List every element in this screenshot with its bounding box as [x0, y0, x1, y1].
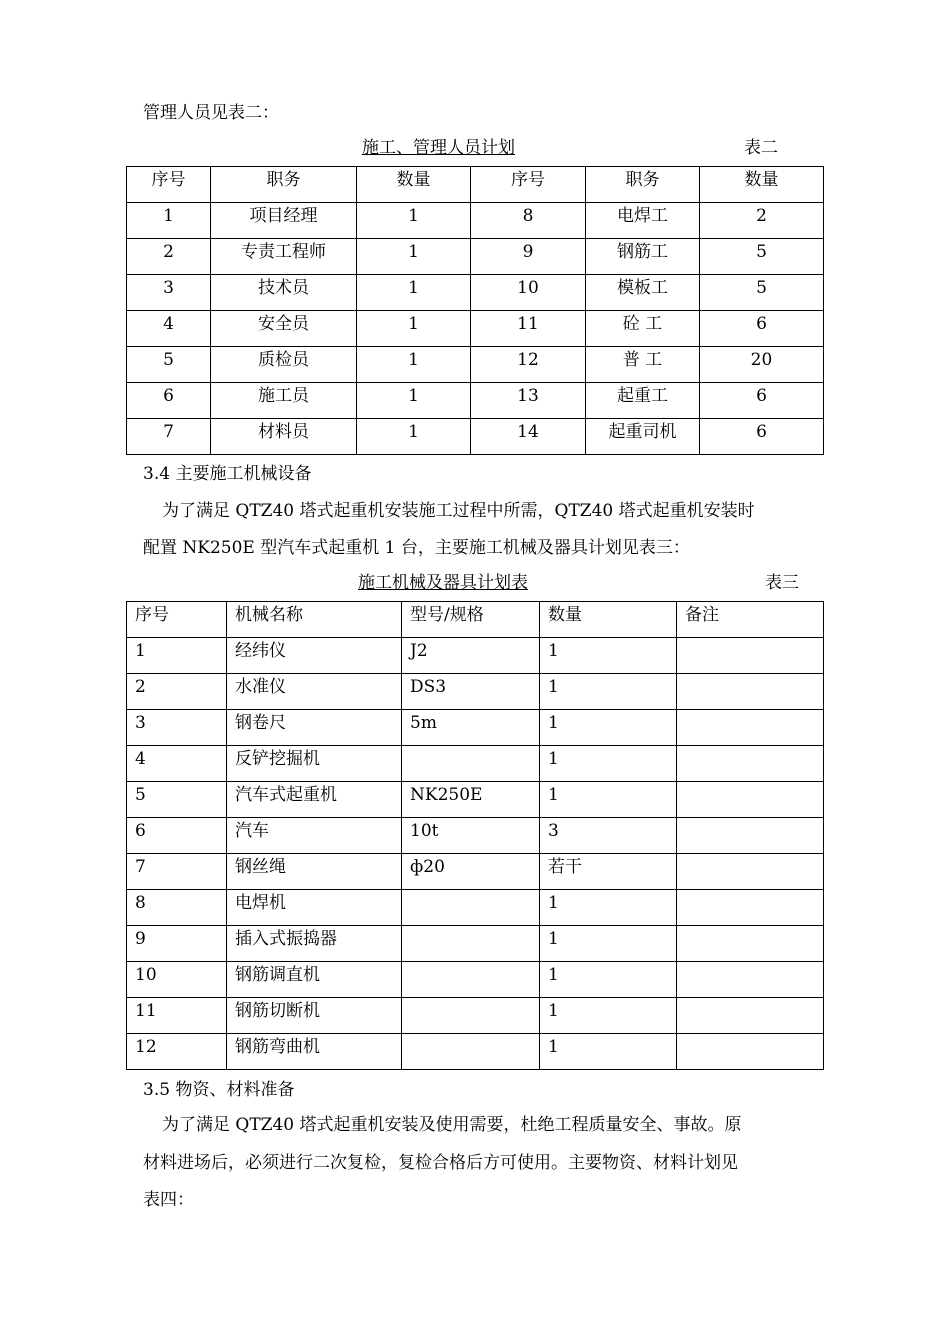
table-cell: 1 [357, 311, 471, 347]
table-row [127, 347, 824, 383]
table-row [127, 926, 824, 962]
table-cell: 1 [540, 710, 677, 746]
table-cell [402, 746, 540, 782]
table-cell: 7 [127, 854, 227, 890]
table-cell: 材料员 [211, 419, 357, 455]
equipment-table [126, 601, 824, 1070]
table-cell [677, 674, 824, 710]
table-cell: ф20 [402, 854, 540, 890]
table-row [127, 674, 824, 710]
table-row [127, 383, 824, 419]
table-row [127, 962, 824, 998]
table-row [127, 638, 824, 674]
table-cell: 6 [700, 419, 824, 455]
table-cell: 1 [540, 962, 677, 998]
table-cell [402, 926, 540, 962]
table-cell [677, 926, 824, 962]
table-row [127, 746, 824, 782]
section-3-4-paragraph-line1: 为了满足 QTZ40 塔式起重机安装施工过程中所需，QTZ40 塔式起重机安装时 [162, 501, 755, 521]
table-cell: 汽车 [227, 818, 402, 854]
table-cell: 5 [127, 347, 211, 383]
table-header-cell: 序号 [127, 167, 211, 203]
table-cell: 6 [700, 383, 824, 419]
table-cell: 1 [127, 203, 211, 239]
table-row [127, 203, 824, 239]
staff-table [126, 166, 824, 455]
table-header-cell: 数量 [540, 602, 677, 638]
table-cell: 汽车式起重机 [227, 782, 402, 818]
table-cell: 项目经理 [211, 203, 357, 239]
table-cell [402, 962, 540, 998]
table-cell: 1 [540, 890, 677, 926]
table3-caption: 施工机械及器具计划表 [358, 573, 528, 593]
table-cell: 1 [357, 275, 471, 311]
table-cell: 7 [127, 419, 211, 455]
table-cell: 专责工程师 [211, 239, 357, 275]
table-cell: 2 [127, 674, 227, 710]
table-cell: 9 [127, 926, 227, 962]
table-cell: 1 [540, 1034, 677, 1070]
table-cell: J2 [402, 638, 540, 674]
table-header-cell: 职务 [586, 167, 700, 203]
table-row [127, 818, 824, 854]
table-cell [402, 998, 540, 1034]
table-header-row [127, 602, 824, 638]
table-cell: 1 [540, 674, 677, 710]
section-3-5-paragraph-line2: 材料进场后，必须进行二次复检，复检合格后方可使用。主要物资、材料计划见 [143, 1153, 738, 1173]
table-cell: 6 [127, 818, 227, 854]
table-header-cell: 型号/规格 [402, 602, 540, 638]
table-cell [677, 962, 824, 998]
table-cell: 起重工 [586, 383, 700, 419]
table-cell [677, 638, 824, 674]
table-cell: 1 [127, 638, 227, 674]
table-cell [677, 1034, 824, 1070]
table-cell: 14 [471, 419, 586, 455]
table-cell: 经纬仪 [227, 638, 402, 674]
table-row [127, 275, 824, 311]
table-header-cell: 序号 [127, 602, 227, 638]
table-cell: 1 [357, 419, 471, 455]
table-cell: 6 [127, 383, 211, 419]
table-cell [402, 890, 540, 926]
section-3-5-paragraph-line3: 表四： [143, 1190, 194, 1210]
table-cell: 4 [127, 746, 227, 782]
table-cell: 5 [700, 275, 824, 311]
table-cell: 电焊工 [586, 203, 700, 239]
table-cell: 8 [127, 890, 227, 926]
table-cell: 1 [357, 383, 471, 419]
table-cell [402, 1034, 540, 1070]
table-cell [677, 782, 824, 818]
table-header-cell: 机械名称 [227, 602, 402, 638]
table-cell: 9 [471, 239, 586, 275]
table-cell: NK250E [402, 782, 540, 818]
table-cell: 2 [700, 203, 824, 239]
table-cell: 1 [540, 926, 677, 962]
table-row [127, 782, 824, 818]
table-cell: 钢丝绳 [227, 854, 402, 890]
table-header-cell: 数量 [357, 167, 471, 203]
table-cell: 普 工 [586, 347, 700, 383]
table-cell: 8 [471, 203, 586, 239]
table2-tag: 表二 [744, 138, 778, 158]
table-cell: 3 [127, 275, 211, 311]
table-cell: 1 [357, 347, 471, 383]
table-cell: 钢筋切断机 [227, 998, 402, 1034]
table-cell: 电焊机 [227, 890, 402, 926]
table-header-cell: 职务 [211, 167, 357, 203]
table-cell: 钢卷尺 [227, 710, 402, 746]
table-cell [677, 710, 824, 746]
table-cell: 20 [700, 347, 824, 383]
table-cell: 13 [471, 383, 586, 419]
table-cell: 反铲挖掘机 [227, 746, 402, 782]
table-cell: 1 [540, 746, 677, 782]
table-cell: 1 [540, 782, 677, 818]
table3-tag: 表三 [765, 573, 799, 593]
table-cell: 质检员 [211, 347, 357, 383]
table-cell: 施工员 [211, 383, 357, 419]
table-cell: 插入式振捣器 [227, 926, 402, 962]
table-cell: 10 [127, 962, 227, 998]
table-cell: 4 [127, 311, 211, 347]
table-row [127, 998, 824, 1034]
table-cell: 1 [540, 998, 677, 1034]
table-header-cell: 序号 [471, 167, 586, 203]
table-cell: 5 [127, 782, 227, 818]
table-row [127, 710, 824, 746]
section-3-5-paragraph-line1: 为了满足 QTZ40 塔式起重机安装及使用需要，杜绝工程质量安全、事故。原 [162, 1115, 742, 1135]
table-cell: 10 [471, 275, 586, 311]
section-3-4-paragraph-line2: 配置 NK250E 型汽车式起重机 1 台，主要施工机械及器具计划见表三： [143, 538, 690, 558]
table2-caption: 施工、管理人员计划 [362, 138, 515, 158]
table-cell [677, 746, 824, 782]
table-row [127, 239, 824, 275]
table-row [127, 1034, 824, 1070]
table-cell: 钢筋调直机 [227, 962, 402, 998]
table-cell [677, 998, 824, 1034]
table-header-cell: 备注 [677, 602, 824, 638]
table-cell: 1 [357, 203, 471, 239]
table-cell: 10t [402, 818, 540, 854]
table-cell: 安全员 [211, 311, 357, 347]
table-cell: 1 [540, 638, 677, 674]
table-cell: 起重司机 [586, 419, 700, 455]
table-cell: 11 [127, 998, 227, 1034]
table-cell: 12 [471, 347, 586, 383]
table-cell: 12 [127, 1034, 227, 1070]
intro-text: 管理人员见表二： [143, 103, 279, 123]
table-cell: 技术员 [211, 275, 357, 311]
table-header-row [127, 167, 824, 203]
section-3-5-heading: 3.5 物资、材料准备 [143, 1080, 295, 1100]
table-cell: 水准仪 [227, 674, 402, 710]
table-cell: 5m [402, 710, 540, 746]
table-cell [677, 890, 824, 926]
table-cell: 3 [127, 710, 227, 746]
section-3-4-heading: 3.4 主要施工机械设备 [143, 464, 312, 484]
table-cell: 6 [700, 311, 824, 347]
table-row [127, 854, 824, 890]
table-cell: 模板工 [586, 275, 700, 311]
table-header-cell: 数量 [700, 167, 824, 203]
table-cell [677, 818, 824, 854]
table-cell: DS3 [402, 674, 540, 710]
table-cell: 砼 工 [586, 311, 700, 347]
table-row [127, 419, 824, 455]
table-cell: 若干 [540, 854, 677, 890]
table-cell: 5 [700, 239, 824, 275]
table-cell: 钢筋弯曲机 [227, 1034, 402, 1070]
table-cell: 3 [540, 818, 677, 854]
table-cell: 1 [357, 239, 471, 275]
table-row [127, 890, 824, 926]
table-cell: 11 [471, 311, 586, 347]
table-cell [677, 854, 824, 890]
table-cell: 2 [127, 239, 211, 275]
table-row [127, 311, 824, 347]
table-cell: 钢筋工 [586, 239, 700, 275]
